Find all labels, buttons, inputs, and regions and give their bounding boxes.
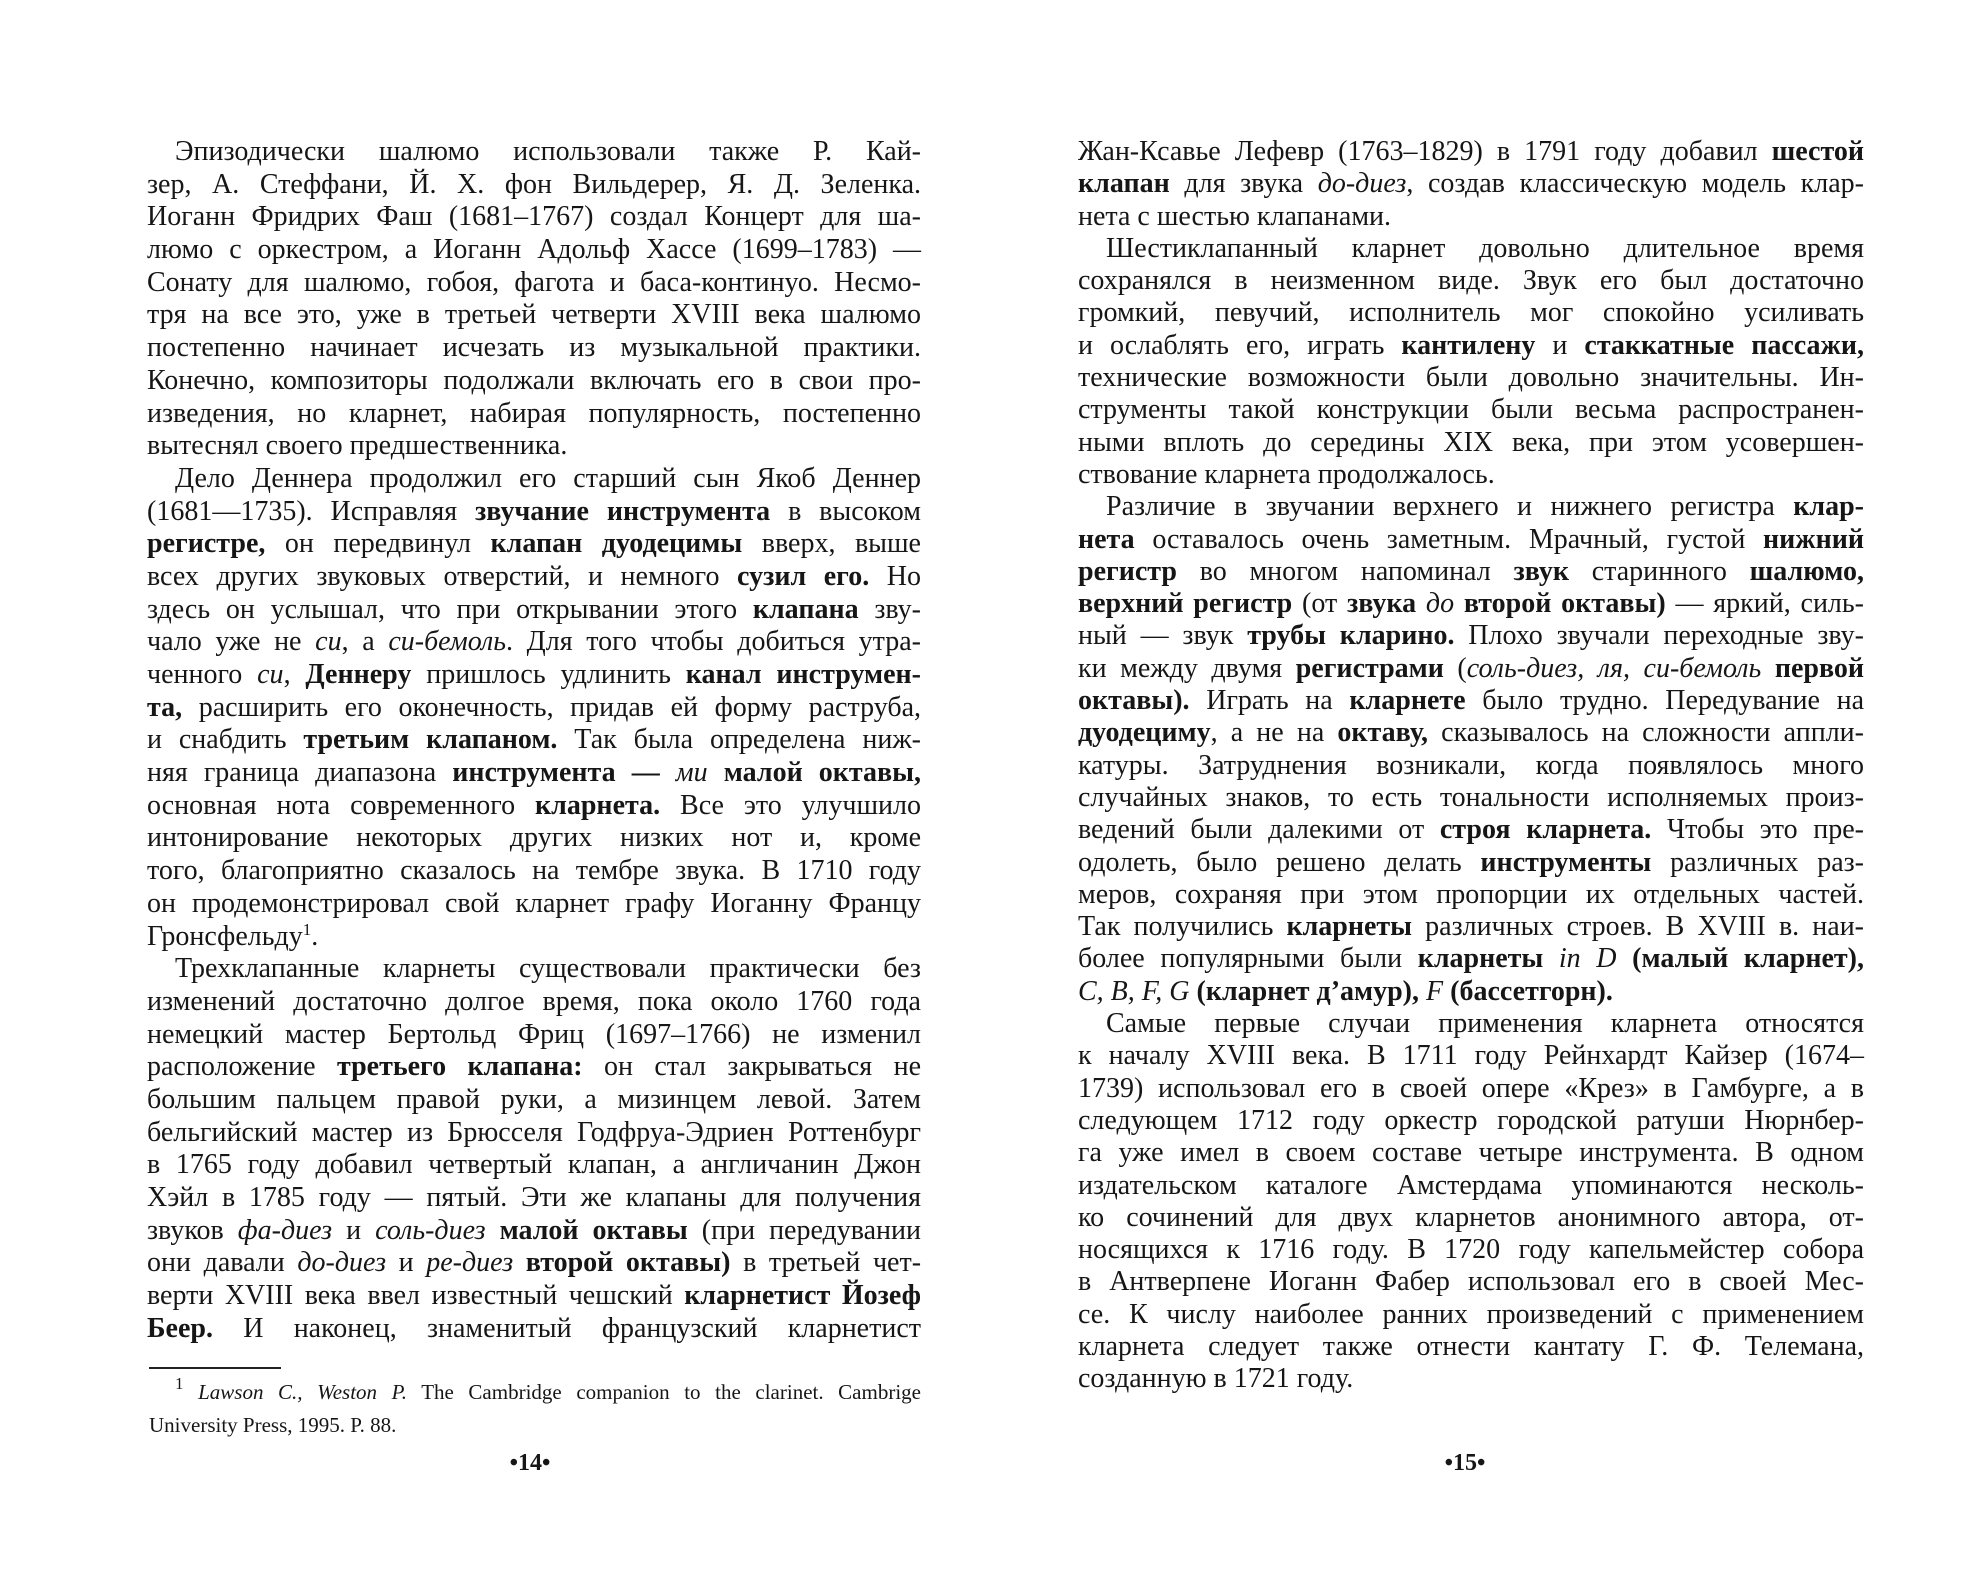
bold-text: второй октавы) [1463, 588, 1666, 620]
bold-text: кларнете [1349, 685, 1466, 717]
text-run: струменты такой конструкции были весьма распространен- [1078, 394, 1864, 426]
text-run: и [1535, 329, 1585, 361]
text-run: технические возможности были довольно значительны. Ин- [1078, 362, 1864, 394]
text-run: — яркий, силь- [1665, 588, 1864, 620]
text-run: зер, А. Стеффани, Й. Х. фон Вильдерер, Я. Д. Зеленка. [147, 168, 921, 200]
text-run [1617, 943, 1633, 974]
text-line [147, 561, 921, 594]
text-line [147, 953, 921, 986]
text-line [147, 1182, 921, 1215]
paragraph [147, 463, 921, 953]
text-run: Шестиклапанный кларнет довольно длительное время [1106, 232, 1864, 264]
text-run: Конечно, композиторы подолжали включать его в свои про- [147, 364, 921, 396]
bold-text: Беер. [147, 1312, 213, 1344]
text-run: Все это улучшило [660, 789, 921, 821]
text-run: основная нота современного [147, 789, 536, 821]
text-line [147, 855, 921, 888]
text-run: ведений были далекими от [1078, 814, 1440, 846]
text-run: Трехклапанные кларнеты существовали практически без [175, 953, 921, 985]
text-line [1078, 459, 1864, 491]
text-line [147, 1051, 921, 1084]
text-run [1419, 976, 1426, 1007]
text-line [147, 169, 921, 202]
bold-text: звук [1513, 555, 1569, 587]
text-run: старинного [1569, 555, 1750, 587]
text-line [1078, 911, 1864, 943]
text-run: расположение [147, 1051, 337, 1083]
paragraph [147, 136, 921, 463]
bold-text: третьим клапаном. [303, 724, 558, 756]
text-line [147, 496, 921, 529]
bold-text: второй октавы) [525, 1247, 731, 1279]
text-run: постепенно начинает исчезать из музыкальной практики. [147, 332, 921, 364]
text-run: изведения, но кларнет, набирая популярность, постепенно [147, 397, 921, 429]
text-run [708, 757, 724, 788]
text-line [147, 398, 921, 431]
text-line [1078, 427, 1864, 459]
text-run: Сонату для шалюмо, гобоя, фагота и баса-континуо. Несмо- [147, 266, 921, 298]
left-page [0, 0, 985, 1574]
text-run: следующем 1712 году оркестр городской ратуши Нюрнбер- [1078, 1104, 1864, 1136]
text-run: , а не на [1210, 717, 1338, 749]
text-run: он продемонстрировал свой кларнет графу Иоганну Францу [147, 887, 921, 919]
text-run: Эпизодически шалюмо использовали также Р. Кай- [175, 136, 921, 167]
text-run: громкий, певучий, исполнитель мог спокойно усиливать [1078, 297, 1864, 329]
text-run: няя граница диапазона [147, 757, 453, 789]
bold-text: канал инструмен- [685, 659, 921, 690]
bold-text: инструмента — [452, 757, 676, 789]
text-run: и ослаблять его, играть [1078, 329, 1402, 361]
text-line [147, 1215, 921, 1248]
bold-text: нета [1078, 523, 1135, 555]
text-run: Жан-Ксавье Лефевр (1763–1829) в 1791 году добавил [1078, 136, 1772, 167]
text-run: большим пальцем правой руки, а мизинцем левой. Затем [147, 1083, 921, 1115]
text-line [1078, 297, 1864, 329]
bold-text: шалюмо, [1749, 555, 1864, 587]
bold-text: Деннеру [305, 659, 412, 690]
text-line [1078, 265, 1864, 297]
text-run: в Антверпене Иоганн Фабер использовал его в своей Мес- [1078, 1266, 1864, 1298]
italic-text: Lawson C., Weston P. [198, 1380, 407, 1404]
text-line [147, 692, 921, 725]
footnote-marker: 1 [302, 919, 312, 939]
text-run: Так получились [1078, 911, 1287, 943]
bold-text: октавы). [1078, 685, 1190, 717]
text-run: издательском каталоге Амстердама упоминаются несколь- [1078, 1169, 1864, 1201]
text-line [1078, 233, 1864, 265]
text-line [1078, 717, 1864, 749]
text-run: ( [1443, 652, 1467, 684]
paragraph [147, 953, 921, 1345]
bold-text: октаву, [1337, 717, 1429, 749]
text-line [1078, 750, 1864, 782]
text-run: вверх, выше [742, 528, 921, 560]
text-line [1078, 1266, 1864, 1298]
bold-text: клар- [1793, 491, 1864, 523]
text-line [1078, 491, 1864, 523]
text-line [1078, 1137, 1864, 1169]
text-run [1761, 653, 1775, 684]
text-run: Хэйл в 1785 году — пятый. Эти же клапаны для получения [147, 1182, 921, 1213]
text-run: нета с шестью клапанами. [1078, 200, 1392, 232]
footnote-divider [149, 1367, 281, 1369]
text-run: изменений достаточно долгое время, пока около 1760 года [147, 985, 921, 1017]
text-run: и снабдить [147, 724, 304, 756]
bold-text: сузил его. [737, 560, 870, 592]
text-line [147, 1313, 921, 1346]
footnote [149, 1376, 921, 1441]
text-line [147, 1117, 921, 1150]
bold-text: регистрами [1295, 652, 1444, 684]
italic-text: C, B, F, G [1078, 975, 1190, 1007]
italic-text: си-бемоль [388, 626, 506, 658]
text-run: оставалось очень заметным. Мрачный, густой [1134, 523, 1764, 555]
text-run: того, благоприятно сказалось на тембре звука. В 1710 году [147, 855, 921, 887]
text-run: в высоком [770, 495, 921, 527]
bold-text: кларнеты [1417, 943, 1544, 975]
text-run: , создав классическую модель клар- [1406, 168, 1865, 200]
text-run: и [386, 1247, 427, 1279]
text-line [147, 1149, 921, 1182]
bold-text: (кларнет д’амур), [1196, 975, 1420, 1007]
text-run: пришлось удлинить [411, 659, 686, 690]
italic-text: ми [675, 757, 708, 789]
text-run [1454, 588, 1464, 619]
paragraph [1078, 491, 1864, 1008]
text-run: было трудно. Передувание на [1465, 685, 1865, 717]
bold-text: кларнетист Йозеф [684, 1280, 922, 1312]
text-run: ки между двумя [1078, 652, 1296, 684]
text-line [147, 1084, 921, 1117]
text-run: Плохо звучали переходные зву- [1454, 620, 1864, 652]
text-line [147, 463, 921, 496]
text-line [1078, 1234, 1864, 1266]
text-run: вытеснял своего предшественника. [147, 430, 568, 462]
italic-text: фа-диез [237, 1214, 333, 1246]
italic-text: F [1426, 975, 1444, 1007]
bold-text: (малый кларнет), [1632, 943, 1864, 975]
bold-text: регистр [1078, 555, 1177, 587]
text-line [1078, 653, 1864, 685]
bold-text: клапана [752, 593, 859, 625]
text-run: верти XVIII века ввел известный чешский [147, 1280, 685, 1312]
italic-text: си [315, 626, 342, 658]
text-run: он передвинул [265, 528, 491, 560]
text-run: созданную в 1721 году. [1078, 1363, 1354, 1395]
text-run: случайных знаков, то есть тональности исполняемых произ- [1078, 781, 1864, 813]
italic-text: соль-диез [375, 1214, 486, 1246]
text-line [1078, 1299, 1864, 1331]
text-line [1078, 685, 1864, 717]
italic-text: си [257, 659, 284, 690]
bold-text: звука [1347, 588, 1426, 620]
text-run: они давали [147, 1247, 298, 1279]
text-run [184, 1380, 199, 1404]
text-line [149, 1409, 921, 1442]
text-run: меров, сохраняя при этом пропорции их отдельных частей. [1078, 878, 1864, 910]
text-run: ный — звук [1078, 620, 1248, 652]
text-run: к началу XVIII века. В 1711 году Рейнхардт Кайзер (1674– [1078, 1040, 1864, 1072]
text-run: The Cambridge companion to the clarinet. Cambrige [406, 1380, 921, 1404]
text-run: звуков [147, 1214, 238, 1246]
body-text [1078, 136, 1864, 1396]
text-run: во многом напоминал [1176, 555, 1514, 587]
text-line [1078, 394, 1864, 426]
text-run: , а [341, 626, 389, 658]
italic-text: in D [1558, 943, 1617, 975]
bold-text: инструменты [1480, 846, 1652, 878]
text-run: сохранялся в неизменном виде. Звук его был достаточно [1078, 265, 1864, 297]
text-line [147, 757, 921, 790]
text-line [1078, 1040, 1864, 1072]
text-line [147, 724, 921, 757]
text-line [1078, 524, 1864, 556]
bold-text: та, [147, 691, 183, 723]
paragraph [1078, 233, 1864, 491]
text-run: Но [869, 560, 921, 592]
text-line [1078, 1170, 1864, 1202]
text-run: различных строев. В XVIII в. наи- [1412, 911, 1864, 943]
text-line [147, 921, 921, 954]
paragraph [1078, 136, 1864, 233]
text-line [147, 1247, 921, 1280]
text-run: Различие в звучании верхнего и нижнего регистра [1106, 491, 1794, 523]
text-line [147, 626, 921, 659]
bold-text: дуодециму [1078, 717, 1211, 749]
bold-text: звучание инструмента [475, 495, 771, 527]
bold-text: нижний [1763, 523, 1864, 555]
text-run: га уже имел в своем составе четыре инструмента. В одном [1078, 1137, 1864, 1169]
text-line [147, 1019, 921, 1052]
text-run: Самые первые случаи применения кларнета относятся [1106, 1008, 1864, 1040]
bold-text: клапан [1078, 168, 1170, 200]
text-line [147, 234, 921, 267]
text-line [1078, 943, 1864, 975]
text-line [147, 365, 921, 398]
text-run: всех других звуковых отверстий, и немного [147, 560, 738, 592]
bold-text: стаккатные пассажи, [1584, 329, 1864, 361]
text-run: . Для того чтобы добиться утра- [506, 626, 921, 658]
text-run: одолеть, было решено делать [1078, 846, 1481, 878]
italic-text: до-диез [1317, 168, 1407, 200]
text-run: бельгийский мастер из Брюсселя Годфруа-Эдриен Роттенбург [147, 1116, 921, 1148]
text-run: интонирование некоторых других низких нот и, кроме [147, 822, 921, 854]
text-run: люмо с оркестром, а Иоганн Адольф Хассе (1699–1783) — [147, 234, 921, 266]
text-run: ченного [147, 659, 258, 690]
page-number: • 15 • [1405, 1450, 1525, 1477]
bold-text: трубы кларино. [1247, 620, 1455, 652]
italic-text: ре-диез [426, 1247, 514, 1279]
text-line [1078, 847, 1864, 879]
text-run [486, 1215, 500, 1246]
text-line [147, 888, 921, 921]
text-run [1543, 943, 1559, 974]
text-run: ными вплоть до середины XIX века, при этом усовершен- [1078, 426, 1864, 458]
paragraph [1078, 1008, 1864, 1396]
text-run: се. К числу наиболее ранних произведений с применением [1078, 1298, 1864, 1330]
text-line [147, 659, 921, 692]
text-run: здесь он услышал, что при открывании этого [147, 593, 753, 625]
text-run: . [311, 920, 319, 952]
text-run: кларнета следует также отнести кантату Г. Ф. Телемана, [1078, 1330, 1864, 1362]
text-line [1078, 201, 1864, 233]
italic-text: до-диез [297, 1247, 387, 1279]
text-line [1078, 976, 1864, 1008]
text-line [1078, 1331, 1864, 1363]
text-run: (при передувании [687, 1214, 922, 1246]
italic-text: до [1425, 588, 1455, 620]
text-run: для звука [1169, 168, 1318, 200]
text-run: 1739) использовал его в своей опере «Крез» в Гамбурге, а в [1078, 1072, 1864, 1104]
text-run: (1681—1735). Исправляя [147, 495, 476, 527]
text-run: зву- [858, 593, 921, 625]
text-run [1190, 976, 1197, 1007]
footnote-marker: 1 [175, 1374, 184, 1393]
bold-text: строя кларнета. [1439, 814, 1652, 846]
text-line [1078, 330, 1864, 362]
text-run: Гронсфельду [147, 920, 303, 952]
text-line [149, 1376, 921, 1409]
text-line [1078, 1008, 1864, 1040]
bold-text: регистре, [147, 528, 266, 560]
bold-text: шестой [1771, 136, 1864, 167]
bold-text: малой октавы [499, 1214, 688, 1246]
text-line [147, 332, 921, 365]
page-number: • 14 • [470, 1450, 590, 1477]
text-run [513, 1247, 526, 1278]
text-line [147, 528, 921, 561]
text-line [147, 822, 921, 855]
text-line [1078, 556, 1864, 588]
italic-text: соль-диез, ля, си-бемоль [1466, 652, 1762, 684]
text-run: и [332, 1214, 376, 1246]
text-line [147, 986, 921, 1019]
text-line [1078, 620, 1864, 652]
text-run: чало уже не [147, 626, 316, 658]
text-line [1078, 1073, 1864, 1105]
text-run: Чтобы это пре- [1651, 814, 1864, 846]
bold-text: первой [1774, 652, 1865, 684]
right-page [985, 0, 1971, 1574]
text-line [147, 594, 921, 627]
text-line [147, 299, 921, 332]
text-run: И наконец, знаменитый французский кларнетист [212, 1312, 921, 1344]
text-run: расширить его оконечность, придав ей форму раструба, [182, 691, 921, 723]
text-run: сказывалось на сложности аппли- [1428, 717, 1864, 749]
text-line [1078, 362, 1864, 394]
text-run: ствование кларнета продолжалось. [1078, 458, 1495, 490]
text-line [147, 790, 921, 823]
text-line [1078, 168, 1864, 200]
text-line [147, 136, 921, 169]
bold-text: (бассетгорн). [1450, 975, 1613, 1007]
text-line [1078, 782, 1864, 814]
text-line [1078, 1363, 1864, 1395]
text-line [1078, 1105, 1864, 1137]
text-line [1078, 136, 1864, 168]
text-run: , [283, 659, 306, 690]
text-run: Дело Деннера продолжил его старший сын Якоб Деннер [175, 462, 921, 494]
text-run: различных раз- [1651, 846, 1865, 878]
text-line [1078, 588, 1864, 620]
text-run: тря на все это, уже в третьей четверти XVIII века шалюмо [147, 299, 921, 331]
text-run: ко сочинений для двух кларнетов анонимного автора, от- [1078, 1201, 1864, 1233]
bold-text: малой октавы, [723, 757, 922, 789]
text-line [147, 201, 921, 234]
text-run: катуры. Затруднения возникали, когда появлялось много [1078, 749, 1864, 781]
text-run: он стал закрываться не [582, 1051, 922, 1083]
text-run: носящихся к 1716 году. В 1720 году капельмейстер собора [1078, 1234, 1864, 1266]
bold-text: третьего клапана: [336, 1051, 583, 1083]
text-line [1078, 879, 1864, 911]
text-run: Играть на [1189, 685, 1350, 717]
bold-text: кларнеты [1286, 911, 1413, 943]
text-run: Так была определена ниж- [557, 724, 921, 756]
text-run: University Press, 1995. P. 88. [149, 1412, 397, 1437]
text-run: более популярными были [1078, 943, 1418, 975]
text-run: немецкий мастер Бертольд Фриц (1697–1766) не изменил [147, 1018, 921, 1050]
bold-text: кларнета. [535, 789, 661, 821]
bold-text: кантилену [1401, 329, 1536, 361]
body-text [147, 136, 921, 1345]
text-run: в третьей чет- [730, 1247, 922, 1279]
text-line [1078, 814, 1864, 846]
text-line [147, 267, 921, 300]
text-line [147, 1280, 921, 1313]
text-line [1078, 1202, 1864, 1234]
text-run: Иоганн Фридрих Фаш (1681–1767) создал Концерт для ша- [147, 201, 921, 233]
text-line [147, 430, 921, 463]
bold-text: верхний регистр [1078, 588, 1293, 620]
text-run: (от [1292, 588, 1348, 620]
text-run: в 1765 году добавил четвертый клапан, а англичанин Джон [147, 1149, 921, 1181]
bold-text: клапан дуодецимы [490, 528, 743, 560]
